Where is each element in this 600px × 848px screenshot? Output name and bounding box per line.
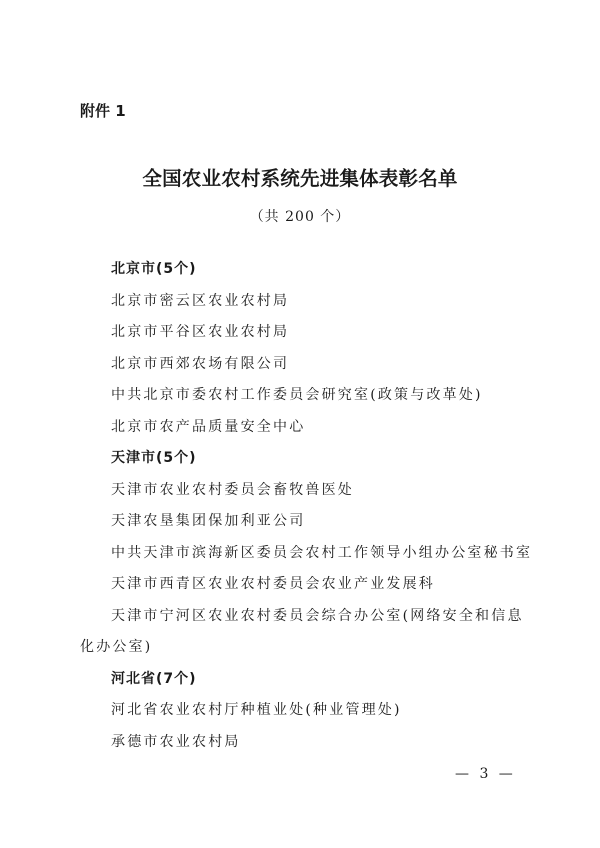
section-heading-beijing: 北京市(5个) (111, 261, 197, 277)
list-item: 北京市密云区农业农村局 (111, 292, 290, 309)
list-item: 中共北京市委农村工作委员会研究室(政策与改革处) (111, 387, 483, 403)
list-item: 承德市农业农村局 (111, 733, 241, 750)
list-item: 天津市农业农村委员会畜牧兽医处 (111, 481, 354, 498)
attachment-label: 附件 1 (80, 102, 126, 120)
list-item: 天津农垦集团保加利亚公司 (111, 513, 306, 529)
honoree-list (80, 254, 533, 758)
list-item: 北京市平谷区农业农村局 (111, 324, 290, 340)
list-item-wrapped-first: 天津市宁河区农业农村委员会综合办公室(网络安全和信息 (111, 607, 524, 624)
section-heading-hebei: 河北省(7个) (111, 670, 197, 687)
page-subtitle: （共 200 个） (249, 209, 351, 225)
list-item: 河北省农业农村厅种植业处(种业管理处) (111, 702, 402, 718)
list-item: 北京市西郊农场有限公司 (111, 355, 290, 372)
list-item: 北京市农产品质量安全中心 (111, 418, 306, 435)
list-item-wrapped-rest: 化办公室) (80, 639, 153, 655)
list-item: 中共天津市滨海新区委员会农村工作领导小组办公室秘书室 (111, 544, 533, 561)
section-heading-tianjin: 天津市(5个) (111, 450, 197, 466)
list-item: 天津市西青区农业农村委员会农业产业发展科 (111, 576, 435, 592)
page-title: 全国农业农村系统先进集体表彰名单 (142, 167, 458, 190)
page-number: — 3 — (455, 766, 516, 782)
